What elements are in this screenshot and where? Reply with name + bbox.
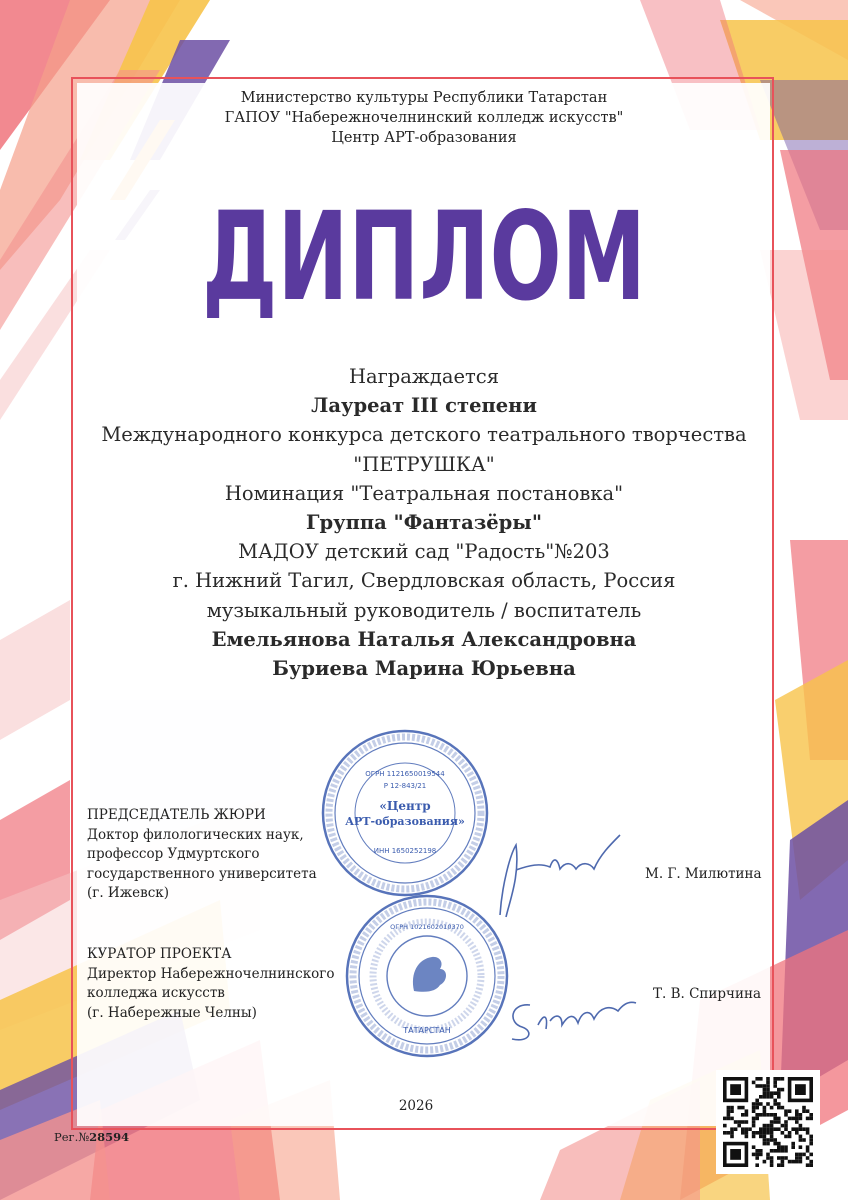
qr-code[interactable] (716, 1070, 820, 1174)
contest: Международного конкурса детского театрального творчества (101, 423, 747, 447)
header (0, 88, 848, 148)
stamp-center-line-2: АРТ-образования» (345, 815, 465, 828)
curator-line-2: колледжа искусств (87, 985, 225, 1001)
award-text (0, 362, 848, 683)
jury-line-2: профессор Удмуртского (87, 846, 260, 862)
curator-name: Т. В. Спирчина (653, 986, 762, 1002)
institution: МАДОУ детский сад "Радость"№203 (238, 540, 610, 564)
header-line-2: ГАПОУ "Набережночелнинский колледж искусств" (224, 110, 624, 126)
registration-number (54, 1130, 129, 1144)
curator-line-3: (г. Набережные Челны) (87, 1004, 257, 1021)
curator-title: КУРАТОР ПРОЕКТА (87, 946, 232, 962)
nomination: Номинация "Театральная постановка" (224, 481, 624, 505)
diploma-title-text: ДИПЛОМ (202, 186, 646, 328)
jury-line-3: государственного университета (87, 865, 317, 882)
curator-line-1: Директор Набережночелнинского (87, 965, 335, 982)
contest-name: "ПЕТРУШКА" (353, 452, 495, 476)
stamp-inn: ИНН 1650252198 (373, 847, 437, 855)
stamp2-region: ТАТАРСТАН (403, 1026, 451, 1035)
stamp-center-line-1: «Центр (379, 799, 431, 813)
reg-label: Рег.№ (54, 1130, 90, 1144)
degree: Лауреат III степени (311, 394, 537, 418)
jury-line-4: (г. Ижевск) (87, 885, 169, 901)
person-2: Буриева Марина Юрьевна (272, 657, 576, 681)
signature-spirchina (500, 985, 640, 1045)
header-line-3: Центр АРТ-образования (331, 130, 517, 146)
stamp-ref: Р 12-843/21 (383, 782, 427, 790)
group-name: Группа "Фантазёры" (305, 511, 543, 535)
jury-name: М. Г. Милютина (645, 866, 762, 882)
header-line-1: Министерство культуры Республики Татарстан (240, 90, 608, 106)
curator-block (87, 945, 335, 1023)
year: 2026 (398, 1098, 434, 1114)
stamp2-ogrn: ОГРН 1021602010370 (390, 923, 464, 931)
jury-title: ПРЕДСЕДАТЕЛЬ ЖЮРИ (87, 807, 266, 823)
city: г. Нижний Тагил, Свердловская область, Россия (172, 569, 676, 593)
stamp-ogrn: ОГРН 1121650019544 (365, 770, 445, 778)
diploma-title (198, 186, 650, 328)
reg-number: 28594 (89, 1130, 130, 1144)
person-1: Емельянова Наталья Александровна (211, 627, 637, 651)
role: музыкальный руководитель / воспитатель (206, 598, 642, 622)
jury-line-1: Доктор филологических наук, (87, 826, 304, 843)
jury-block (87, 806, 317, 904)
awarded-label: Награждается (348, 365, 500, 388)
center-stamp (320, 728, 490, 898)
signature-milyutina (480, 825, 630, 925)
